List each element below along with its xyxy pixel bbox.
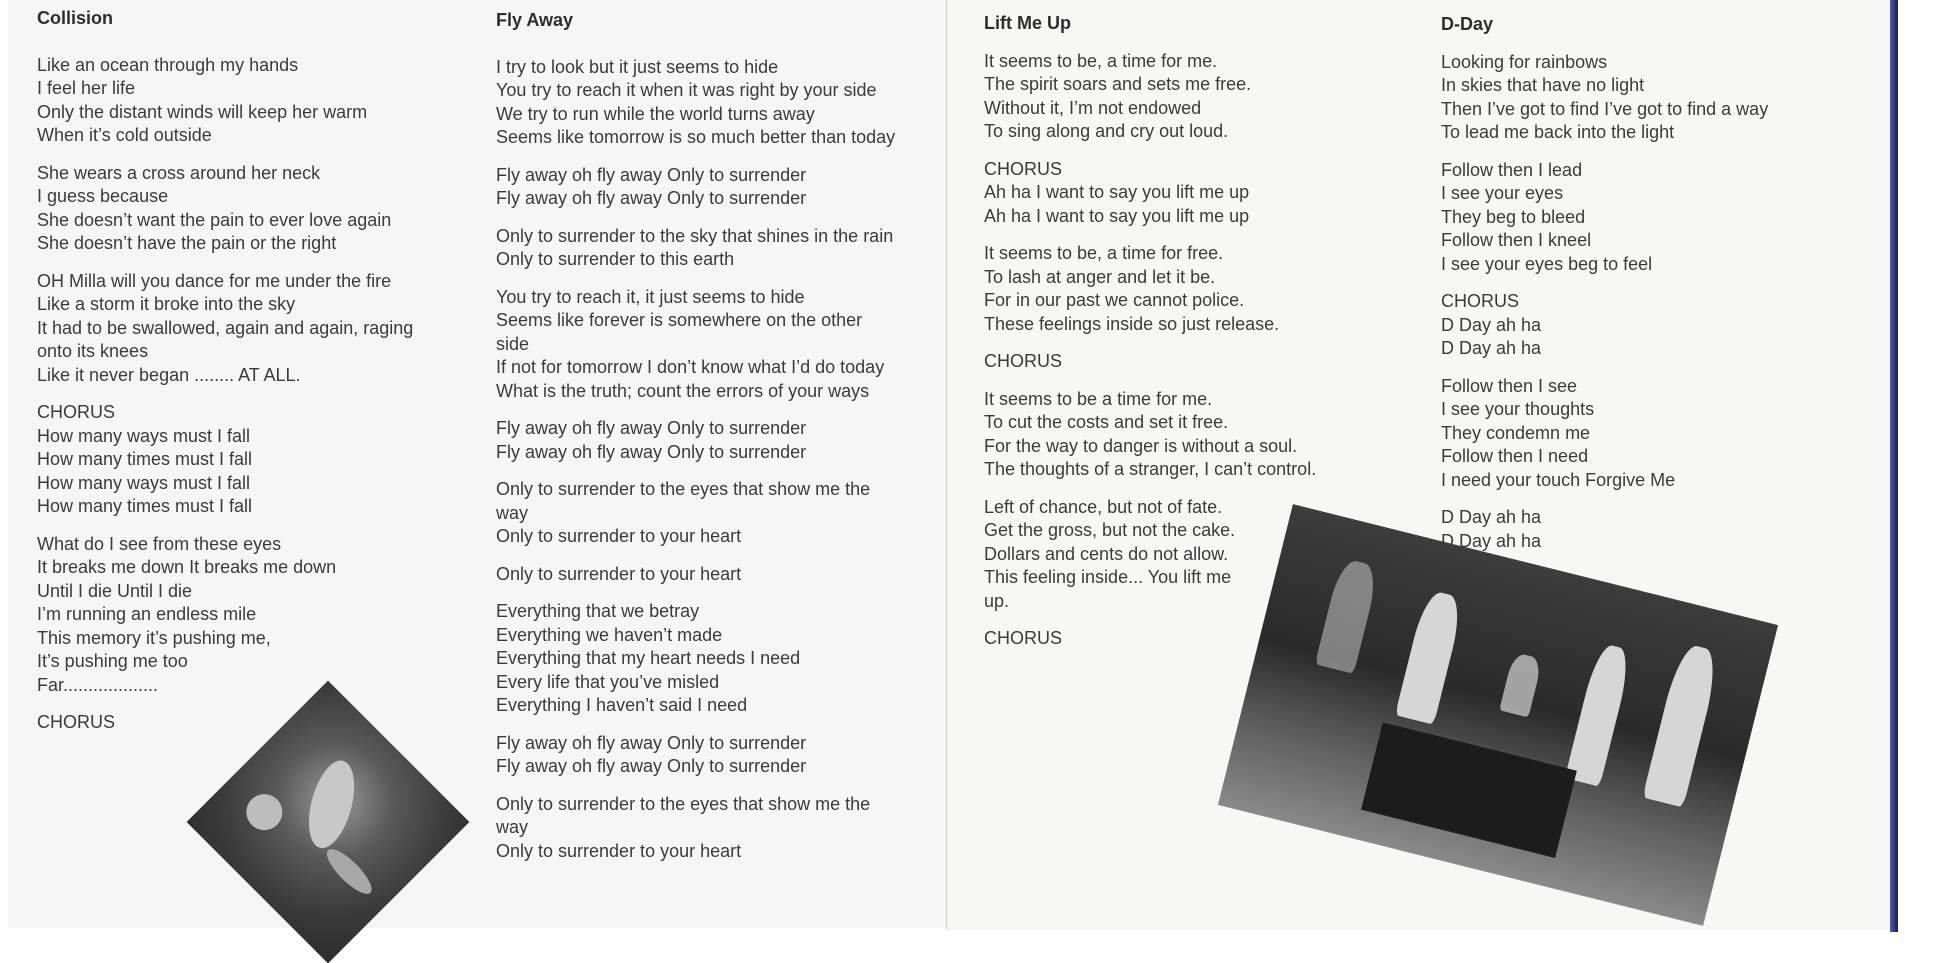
- lyric-line: When it’s cold outside: [37, 125, 212, 145]
- stanza-break: [496, 272, 936, 286]
- lyric-line: Only to surrender to your heart: [496, 526, 742, 546]
- lyric-line: Follow then I need: [1441, 446, 1589, 466]
- stanza-break: [496, 403, 936, 417]
- lyric-line: OH Milla will you dance for me under the fire: [37, 270, 392, 291]
- stanza-break: [984, 613, 1404, 627]
- song-lift-me-up: [984, 12, 1404, 651]
- song-lines: [37, 54, 467, 735]
- lyric-line: Only to surrender to your heart: [496, 563, 742, 584]
- lyric-line: For in our past we cannot police.: [984, 290, 1245, 310]
- lyric-line: Get the gross, but not the cake.: [984, 520, 1236, 540]
- lyric-line: side: [496, 333, 530, 354]
- lyric-line: up.: [984, 590, 1010, 611]
- lyric-line: I try to look but it just seems to hide: [496, 56, 779, 77]
- lyric-line: Fly away oh fly away Only to surrender: [496, 164, 807, 185]
- lyric-line: D Day ah ha: [1441, 507, 1542, 527]
- lyric-line: You try to reach it when it was right by your side: [496, 80, 877, 100]
- lyric-line: They condemn me: [1441, 422, 1591, 443]
- lyric-line: Like an ocean through my hands: [37, 54, 299, 75]
- lyric-line: Fly away oh fly away Only to surrender: [496, 418, 807, 438]
- lyric-line: Like a storm it broke into the sky: [37, 294, 296, 314]
- lyric-line: How many ways must I fall: [37, 472, 251, 493]
- lyric-line: Far...................: [37, 674, 159, 695]
- lyric-line: Then I’ve got to find I’ve got to find a way: [1441, 98, 1769, 119]
- lyric-line: She wears a cross around her neck: [37, 162, 321, 183]
- lyric-line: They beg to bleed: [1441, 206, 1586, 227]
- stanza-break: [496, 586, 936, 600]
- lyric-line: Everything we haven’t made: [496, 624, 723, 645]
- stanza-break: [496, 211, 936, 225]
- lyric-line: How many ways must I fall: [37, 425, 251, 446]
- lyric-line: CHORUS: [37, 402, 116, 422]
- song-title: D-Day: [1441, 14, 1494, 34]
- lyric-line: How many times must I fall: [37, 496, 253, 516]
- stanza-break: [37, 148, 467, 162]
- lyric-line: I see your thoughts: [1441, 399, 1595, 419]
- lyric-line: D Day ah ha: [1441, 314, 1542, 335]
- stanza-break: [1441, 276, 1861, 290]
- lyric-line: I need your touch Forgive Me: [1441, 469, 1676, 490]
- song-lines: [1441, 51, 1861, 554]
- lyric-line: In skies that have no light: [1441, 75, 1645, 95]
- lyric-line: Looking for rainbows: [1441, 51, 1608, 72]
- lyric-line: Every life that you’ve misled: [496, 671, 720, 692]
- lyric-line: Fly away oh fly away Only to surrender: [496, 188, 807, 208]
- stanza-break: [1441, 492, 1861, 506]
- lyric-line: Like it never began ........ AT ALL.: [37, 364, 301, 385]
- lyric-line: D Day ah ha: [1441, 338, 1542, 358]
- lyric-line: way: [496, 817, 529, 837]
- stanza-break: [984, 144, 1404, 158]
- lyric-line: CHORUS: [1441, 291, 1520, 311]
- lyric-line: Until I die Until I die: [37, 580, 193, 601]
- lyric-line: I guess because: [37, 186, 169, 206]
- lyric-line: What do I see from these eyes: [37, 533, 282, 554]
- lyric-line: To cut the costs and set it free.: [984, 412, 1229, 432]
- stanza-break: [984, 374, 1404, 388]
- stanza-break: [37, 519, 467, 533]
- stanza-break: [496, 718, 936, 732]
- song-lines: [984, 50, 1404, 651]
- stanza-break: [37, 387, 467, 401]
- lyric-line: How many times must I fall: [37, 449, 253, 469]
- lyric-line: Only to surrender to this earth: [496, 249, 735, 269]
- lyric-line: She doesn’t have the pain or the right: [37, 233, 337, 253]
- lyric-line: Seems like tomorrow is so much better than today: [496, 127, 896, 147]
- lyric-line: For the way to danger is without a soul.: [984, 435, 1298, 456]
- lyric-line: I’m running an endless mile: [37, 604, 257, 624]
- stanza-break: [1441, 145, 1861, 159]
- lyric-line: It breaks me down It breaks me down: [37, 557, 337, 577]
- lyric-line: It’s pushing me too: [37, 651, 188, 671]
- song-fly-away: [496, 9, 936, 863]
- lyric-line: Fly away oh fly away Only to surrender: [496, 441, 807, 462]
- lyric-line: Left of chance, but not of fate.: [984, 496, 1223, 517]
- stanza-break: [984, 482, 1404, 496]
- lyric-line: To lead me back into the light: [1441, 122, 1675, 142]
- stanza-break: [1441, 361, 1861, 375]
- lyric-line: It seems to be a time for me.: [984, 388, 1213, 409]
- lyric-line: Dollars and cents do not allow.: [984, 543, 1229, 564]
- lyric-line: You try to reach it, it just seems to hide: [496, 286, 805, 307]
- lyric-line: onto its knees: [37, 341, 149, 361]
- lyric-line: CHORUS: [984, 351, 1063, 371]
- lyric-line: CHORUS: [37, 712, 116, 732]
- song-d-day: [1441, 13, 1861, 553]
- lyric-line: If not for tomorrow I don’t know what I’d do today: [496, 357, 885, 377]
- song-title: Fly Away: [496, 10, 574, 30]
- lyric-line: Only to surrender to your heart: [496, 840, 742, 861]
- lyric-line: I see your eyes beg to feel: [1441, 253, 1653, 274]
- stanza-break: [37, 697, 467, 711]
- lyric-line: It seems to be, a time for me.: [984, 50, 1218, 71]
- lyric-line: The spirit soars and sets me free.: [984, 74, 1252, 94]
- lyric-line: Follow then I see: [1441, 375, 1578, 396]
- lyric-line: Without it, I’m not endowed: [984, 97, 1202, 118]
- lyric-line: Only to surrender to the eyes that show me the: [496, 793, 871, 814]
- lyric-line: way: [496, 502, 529, 523]
- lyric-line: Only to surrender to the eyes that show me the: [496, 479, 871, 499]
- lyric-line: Fly away oh fly away Only to surrender: [496, 732, 807, 753]
- lyric-line: Ah ha I want to say you lift me up: [984, 182, 1250, 202]
- lyric-line: This memory it’s pushing me,: [37, 627, 271, 648]
- lyric-line: Fly away oh fly away Only to surrender: [496, 756, 807, 776]
- lyric-line: Ah ha I want to say you lift me up: [984, 205, 1250, 226]
- lyric-line: I see your eyes: [1441, 183, 1564, 203]
- stanza-break: [984, 336, 1404, 350]
- lyric-line: Only to surrender to the sky that shines in the rain: [496, 225, 894, 246]
- stanza-break: [984, 228, 1404, 242]
- song-lines: [496, 56, 936, 864]
- lyric-line: To sing along and cry out loud.: [984, 121, 1229, 141]
- stanza-break: [496, 779, 936, 793]
- lyric-line: D Day ah ha: [1441, 530, 1542, 551]
- lyric-line: CHORUS: [984, 628, 1063, 648]
- stanza-break: [496, 549, 936, 563]
- lyric-line: Follow then I kneel: [1441, 230, 1592, 250]
- lyric-line: Everything that my heart needs I need: [496, 648, 801, 668]
- lyric-line: What is the truth; count the errors of your ways: [496, 380, 870, 401]
- lyric-line: Seems like forever is somewhere on the other: [496, 310, 863, 330]
- lyric-line: Only the distant winds will keep her warm: [37, 101, 368, 122]
- lyric-line: She doesn’t want the pain to ever love again: [37, 209, 392, 230]
- lyric-line: This feeling inside... You lift me: [984, 567, 1232, 587]
- stanza-break: [37, 256, 467, 270]
- lyric-line: Everything that we betray: [496, 601, 700, 621]
- lyric-line: The thoughts of a stranger, I can’t control.: [984, 459, 1317, 479]
- lyric-line: Everything I haven’t said I need: [496, 695, 748, 715]
- lyric-line: CHORUS: [984, 158, 1063, 179]
- lyric-line: It seems to be, a time for free.: [984, 243, 1224, 263]
- stanza-break: [496, 464, 936, 478]
- lyric-line: We try to run while the world turns away: [496, 103, 815, 124]
- song-title: Collision: [37, 8, 113, 28]
- cover-edge-strip: [1890, 0, 1898, 932]
- song-collision: [37, 7, 467, 735]
- lyric-line: Follow then I lead: [1441, 159, 1583, 180]
- lyric-line: I feel her life: [37, 78, 136, 98]
- lyric-line: To lash at anger and let it be.: [984, 266, 1216, 287]
- lyric-line: It had to be swallowed, again and again, raging: [37, 317, 414, 338]
- song-title: Lift Me Up: [984, 13, 1071, 33]
- stanza-break: [496, 150, 936, 164]
- lyric-line: These feelings inside so just release.: [984, 313, 1280, 334]
